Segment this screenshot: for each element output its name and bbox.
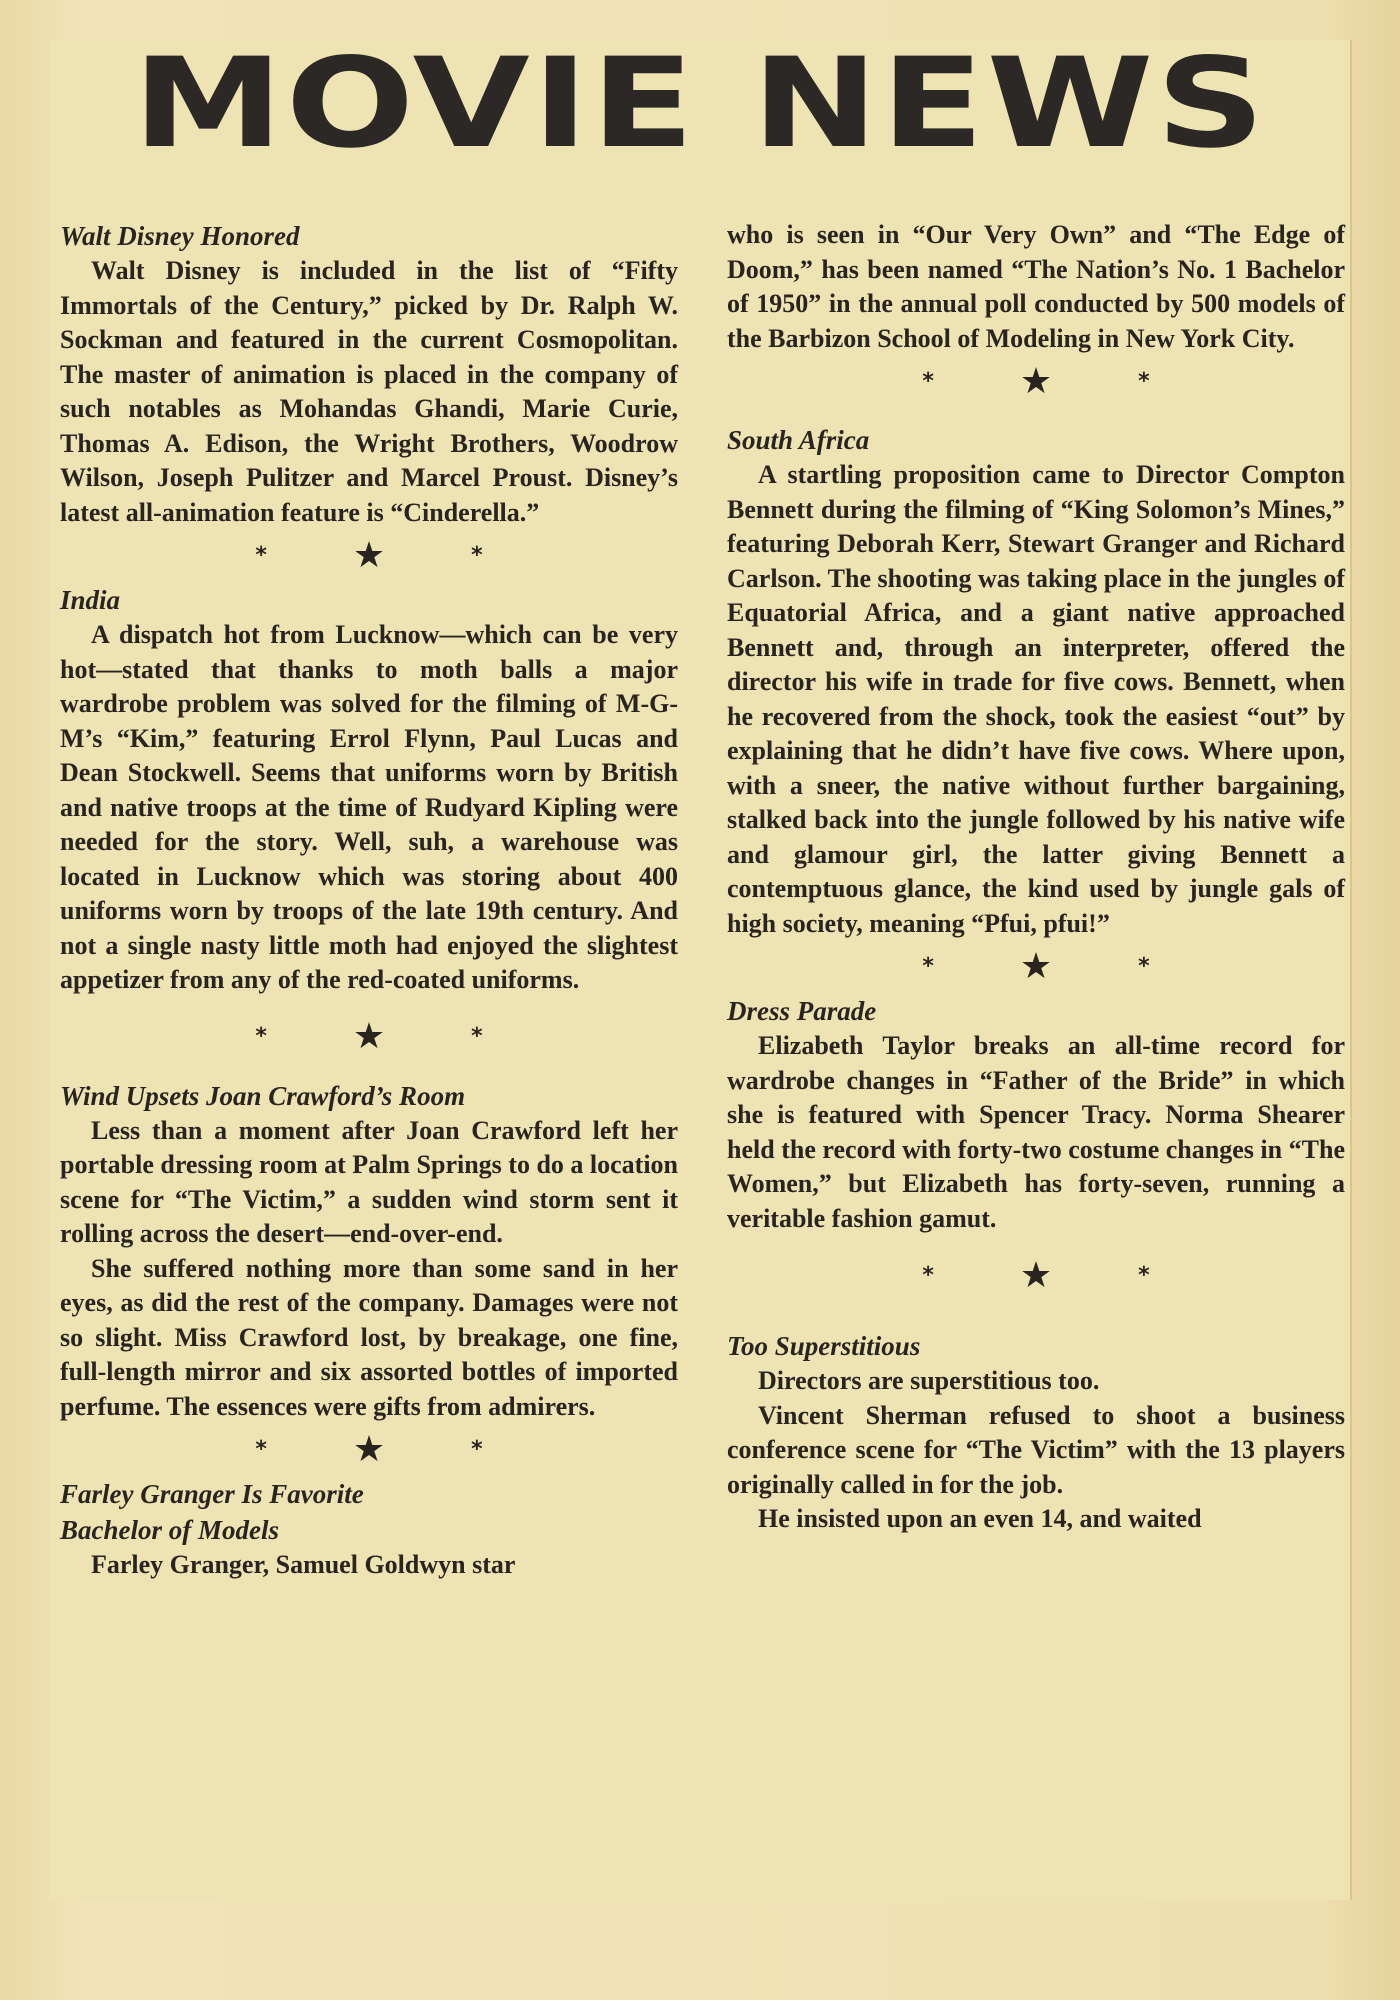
small-star-icon: * xyxy=(255,1024,267,1050)
small-star-icon: * xyxy=(471,542,483,568)
large-star-icon: ★ xyxy=(352,1428,386,1470)
article-heading-disney: Walt Disney Honored xyxy=(60,221,300,251)
article-body-disney: Walt Disney is included in the list of “Fifty Immortals of the Century,” picked by Dr. Ralph W. Sockman and featured in the current Cosmopolitan. The master of animation is placed in the company of such notables as Mohandas Ghandi, Marie Curie, Thomas A. Edison, the Wright Brothers, Woodrow Wilson, Joseph Pulitzer and Marcel Proust. Disney’s latest all-animation feature is “Cinderella.” xyxy=(60,256,678,527)
article-body-crawford-1: Less than a moment after Joan Crawford left her portable dressing room at Palm Springs to do a location scene for “The Victim,” a sudden wind storm sent it rolling across the desert—end-over-end. xyxy=(60,1115,679,1248)
article-body-superstitious-1: Directors are superstitious too. xyxy=(758,1366,1100,1395)
article-body-granger-continued: who is seen in “Our Very Own” and “The Edge of Doom,” has been named “The Nation’s No. 1 Bachelor of 1950” in the annual poll conducted by 500 models of the Barbizon School of Modeling in New York City. xyxy=(727,220,1345,353)
article-heading-crawford: Wind Upsets Joan Crawford’s Room xyxy=(60,1080,466,1111)
article-heading-dress: Dress Parade xyxy=(727,996,877,1026)
article-body-superstitious-2: Vincent Sherman refused to shoot a business conference scene for “The Victim” with the 13 players originally called in for the job. xyxy=(727,1400,1345,1499)
small-star-icon: * xyxy=(922,368,934,394)
large-star-icon: ★ xyxy=(1019,360,1053,402)
small-star-icon: * xyxy=(922,1262,934,1288)
left-column xyxy=(60,218,678,1583)
small-star-icon: * xyxy=(471,1024,483,1050)
small-star-icon: * xyxy=(1138,1262,1150,1288)
article-heading-granger-1: Farley Granger Is Favorite xyxy=(60,1479,364,1509)
star-divider xyxy=(727,1250,1345,1302)
article-body-granger: Farley Granger, Samuel Goldwyn star xyxy=(91,1550,516,1579)
small-star-icon: * xyxy=(1138,368,1150,394)
small-star-icon: * xyxy=(255,1436,267,1462)
article-body-crawford-2: She suffered nothing more than some sand in her eyes, as did the rest of the company. Damages were not so slight. Miss Crawford lost, by breakage, one fine, full-length mirror and six assorted bottles of imported perfume. The essences were gifts from admirers. xyxy=(60,1253,678,1421)
small-star-icon: * xyxy=(471,1436,483,1462)
small-star-icon: * xyxy=(1138,953,1150,979)
large-star-icon: ★ xyxy=(1019,1254,1053,1296)
article-body-superstitious-3: He insisted upon an even 14, and waited xyxy=(758,1504,1202,1533)
large-star-icon: ★ xyxy=(1019,945,1053,987)
star-divider xyxy=(60,1012,678,1064)
article-body-africa: A startling proposition came to Director Compton Bennett during the filming of “King Solomon’s Mines,” featuring Deborah Kerr, Stewart Granger and Richard Carlson. The shooting was taking place in the jungles of Equatorial Africa, and a giant native approached Bennett and, through an interpreter, offered the director his wife in trade for five cows. Bennett, when he recovered from the shock, took the easiest “out” by explaining that he didn’t have five cows. Where upon, with a sneer, the native without further bargaining, stalked back into the jungle followed by his native wife and glamour girl, the latter giving Bennett a contemptuous glance, the kind used by jungle gals of high society, meaning “Pfui, pfui!” xyxy=(727,460,1345,938)
star-divider xyxy=(60,1424,678,1476)
star-divider xyxy=(727,356,1345,408)
article-heading-granger-2: Bachelor of Models xyxy=(60,1515,279,1545)
large-star-icon: ★ xyxy=(352,534,386,576)
page-title: MOVIE NEWS xyxy=(132,32,1268,176)
large-star-icon: ★ xyxy=(352,1016,386,1058)
article-body-india: A dispatch hot from Lucknow—which can be very hot—stated that thanks to moth balls a major wardrobe problem was solved for the filming of M-G-M’s “Kim,” featuring Errol Flynn, Paul Lucas and Dean Stockwell. Seems that uniforms worn by British and native troops at the time of Rudyard Kipling were needed for the story. Well, suh, a warehouse was located in Lucknow which was storing about 400 uniforms worn by troops of the late 19th century. And not a single nasty little moth had enjoyed the slightest appetizer from any of the red-coated uniforms. xyxy=(60,620,678,994)
article-heading-superstitious: Too Superstitious xyxy=(727,1331,921,1361)
small-star-icon: * xyxy=(255,542,267,568)
article-body-dress: Elizabeth Taylor breaks an all-time record for wardrobe changes in “Father of the Bride” in which she is featured with Spencer Tracy. Norma Shearer held the record with forty-two costume changes in “The Women,” but Elizabeth has forty-seven, running a veritable fashion gamut. xyxy=(727,1031,1345,1233)
article-heading-africa: South Africa xyxy=(727,425,870,455)
star-divider xyxy=(727,941,1345,993)
article-heading-india: India xyxy=(60,585,121,615)
small-star-icon: * xyxy=(922,953,934,979)
star-divider xyxy=(60,530,678,582)
right-column xyxy=(727,218,1345,1537)
